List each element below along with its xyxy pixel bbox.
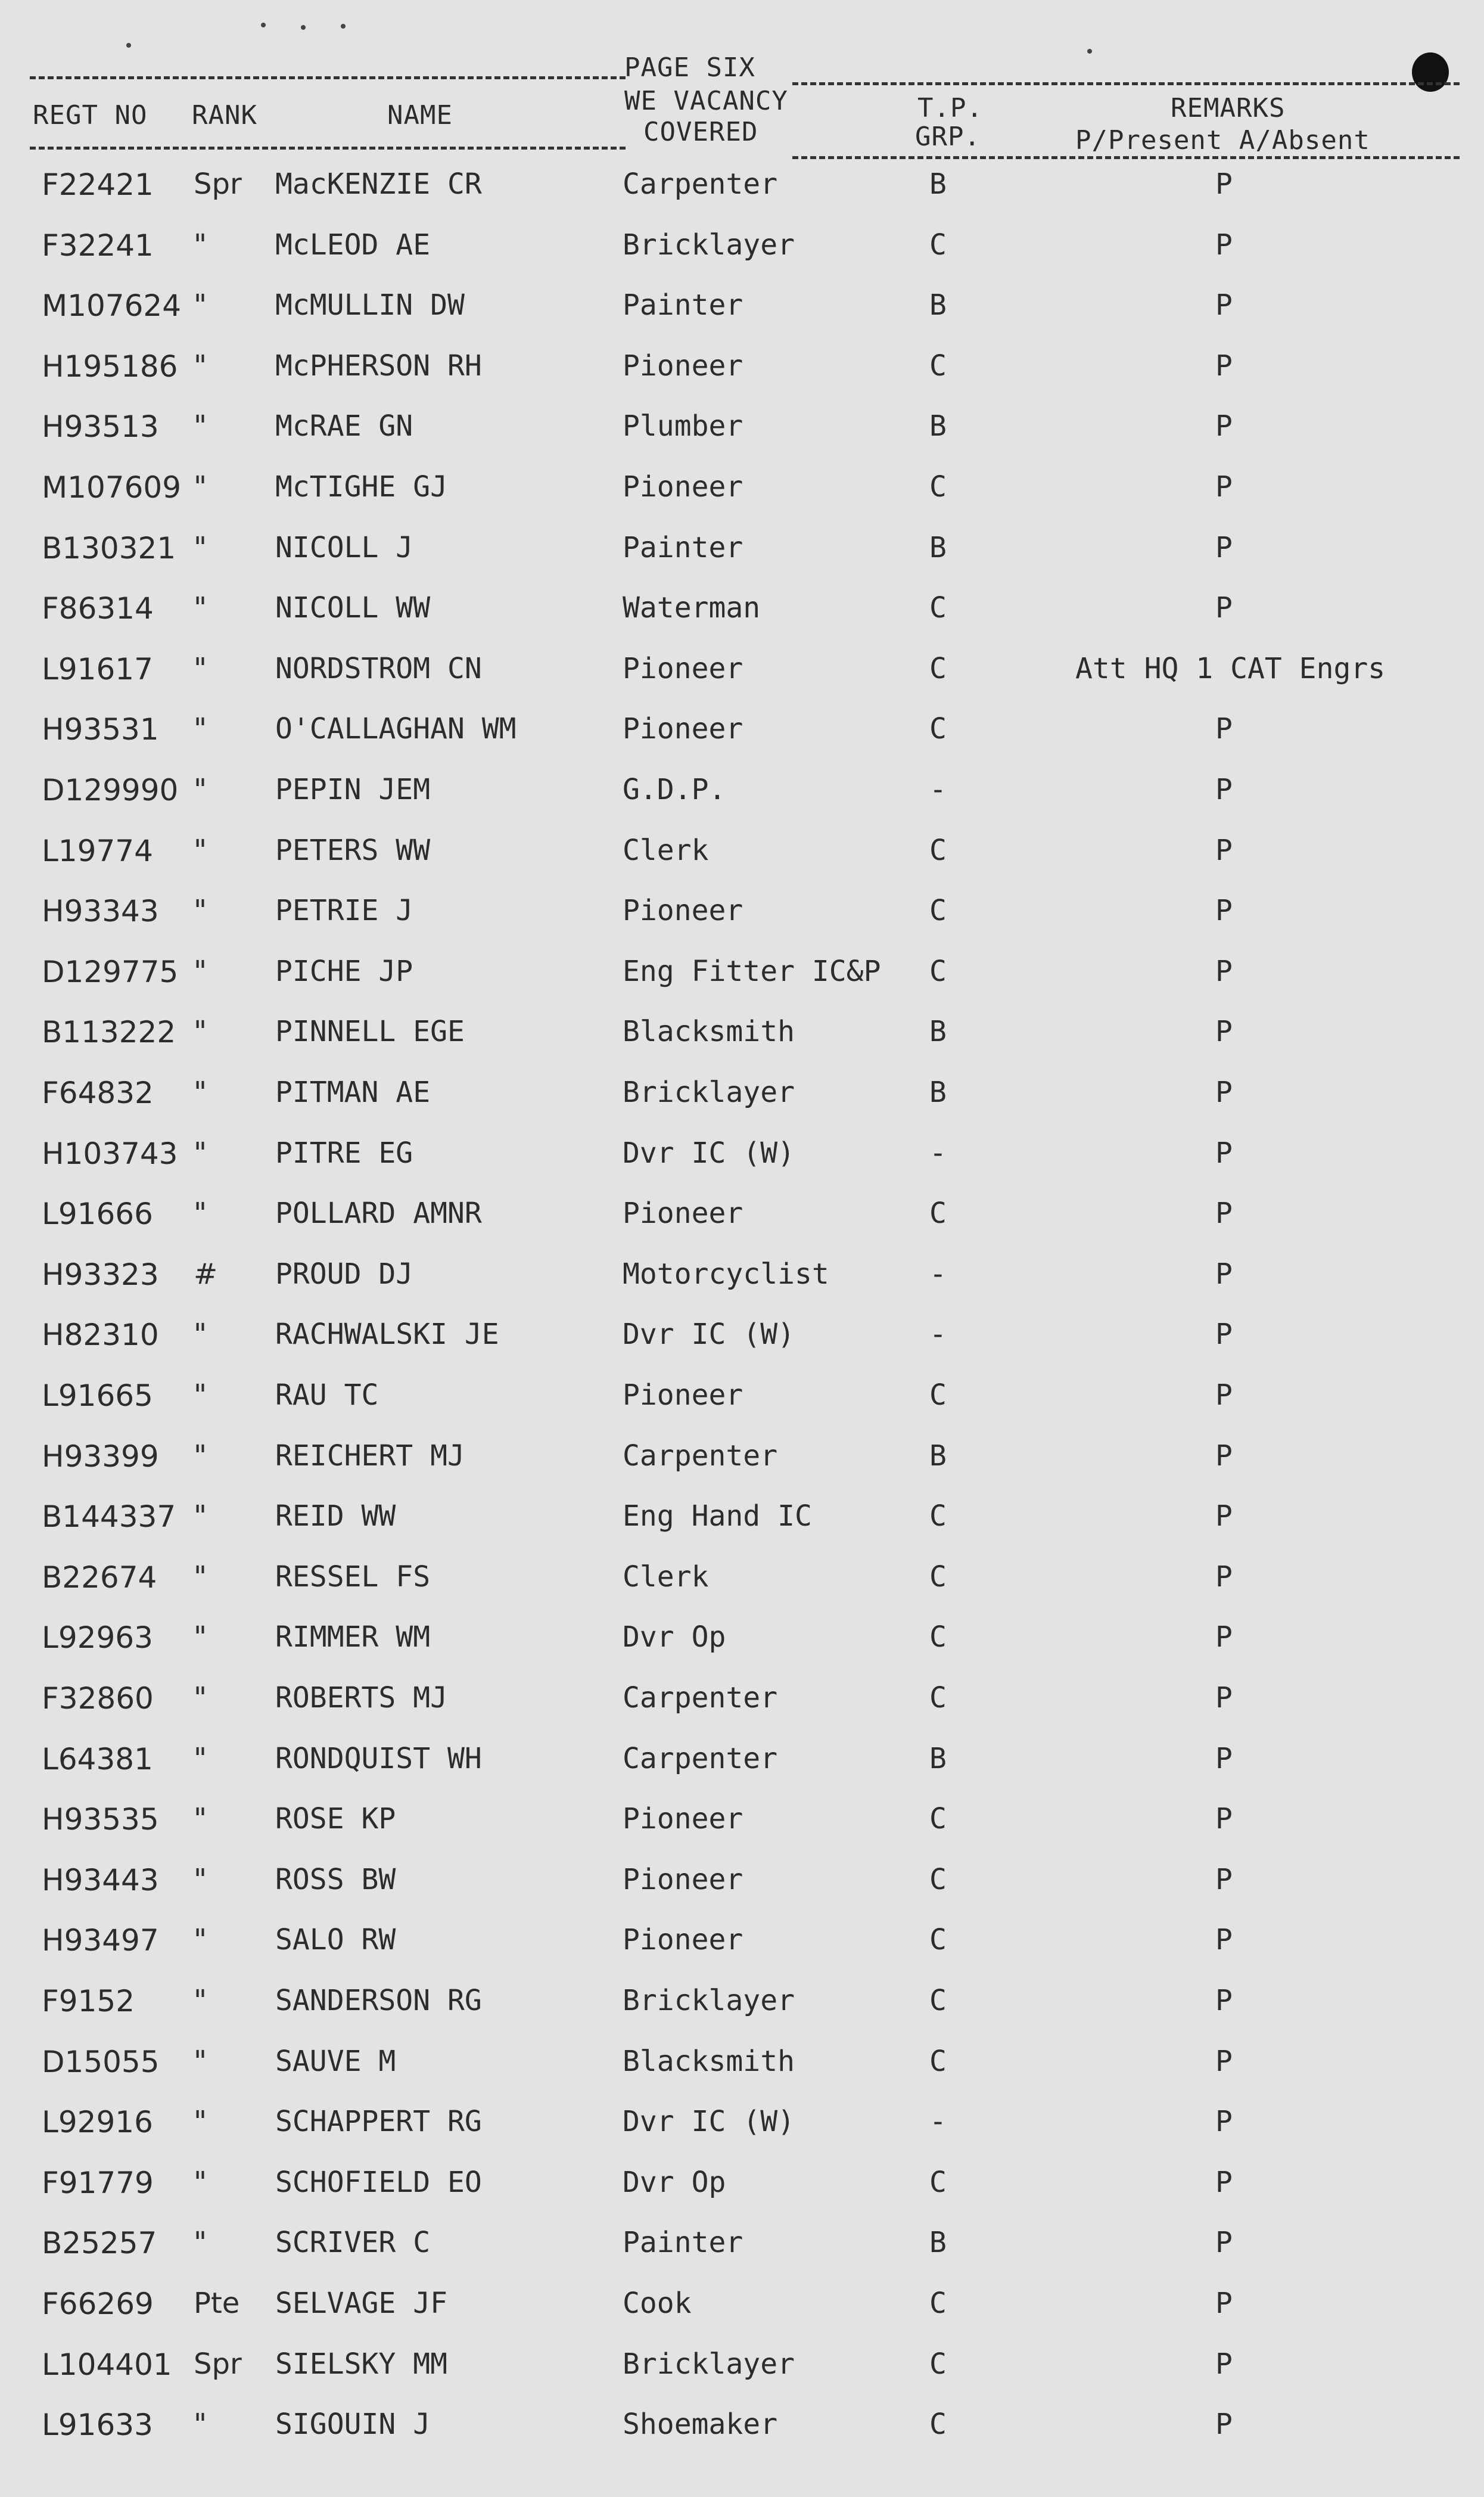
rank-cell: Spr: [194, 167, 242, 201]
speck: [261, 23, 266, 27]
tp-group-cell: B: [929, 409, 947, 443]
table-row: [0, 833, 1484, 896]
speck: [341, 24, 346, 29]
rank-cell: ": [194, 1499, 207, 1533]
remarks-cell: P: [1215, 1318, 1233, 1352]
tp-group-cell: C: [929, 349, 947, 383]
tp-group-cell: C: [929, 712, 947, 746]
vacancy-cell: Pioneer: [623, 1923, 743, 1957]
vacancy-cell: Carpenter: [623, 167, 778, 201]
tp-group-cell: C: [929, 1862, 947, 1896]
tp-group-cell: C: [929, 2044, 947, 2078]
table-row: [0, 1378, 1484, 1440]
vacancy-cell: Pioneer: [623, 651, 743, 685]
tp-group-cell: C: [929, 651, 947, 685]
col-header-remarks-key: P/Present A/Absent: [1075, 125, 1370, 156]
name-cell: PETRIE J: [275, 894, 413, 928]
table-row: [0, 651, 1484, 714]
table-row: [0, 1681, 1484, 1743]
table-row: [0, 591, 1484, 653]
rank-cell: Pte: [194, 2287, 240, 2320]
regt-number-cell: H93443: [42, 1862, 159, 1897]
tp-group-cell: C: [929, 954, 947, 988]
remarks-cell: P: [1215, 833, 1233, 867]
vacancy-cell: Carpenter: [623, 1681, 778, 1715]
remarks-cell: P: [1215, 288, 1233, 322]
name-cell: RONDQUIST WH: [275, 1741, 482, 1775]
table-row: [0, 2289, 1484, 2349]
tp-group-cell: C: [929, 1560, 947, 1594]
vacancy-cell: Motorcyclist: [623, 1257, 829, 1291]
table-row: [0, 1257, 1484, 1319]
vacancy-cell: Clerk: [623, 1560, 709, 1594]
name-cell: McLEOD AE: [275, 228, 431, 262]
col-header-vacancy-1: WE VACANCY: [624, 86, 788, 116]
remarks-cell: P: [1215, 1741, 1233, 1775]
rank-cell: ": [194, 2408, 207, 2442]
rank-cell: ": [194, 2044, 207, 2078]
name-cell: MacKENZIE CR: [275, 167, 482, 201]
vacancy-cell: Cook: [623, 2287, 692, 2320]
tp-group-cell: C: [929, 833, 947, 867]
tp-group-cell: C: [929, 591, 947, 625]
name-cell: RIMMER WM: [275, 1620, 431, 1654]
rank-cell: ": [194, 591, 207, 625]
rank-cell: ": [194, 1015, 207, 1049]
vacancy-cell: Bricklayer: [623, 1076, 795, 1109]
tp-group-cell: C: [929, 1378, 947, 1412]
remarks-cell: P: [1215, 591, 1233, 625]
name-cell: NICOLL J: [275, 530, 413, 564]
regt-number-cell: L92916: [42, 2105, 153, 2140]
header-rule-top-right: [792, 82, 1460, 85]
speck: [1087, 49, 1092, 54]
vacancy-cell: Painter: [623, 2226, 743, 2260]
table-row: [0, 349, 1484, 411]
rank-cell: ": [194, 1197, 207, 1231]
regt-number-cell: M107624: [42, 288, 182, 324]
name-cell: NICOLL WW: [275, 591, 431, 625]
table-row: [0, 1620, 1484, 1682]
name-cell: ROBERTS MJ: [275, 1681, 447, 1715]
vacancy-cell: Eng Hand IC: [623, 1499, 812, 1533]
name-cell: RESSEL FS: [275, 1560, 431, 1594]
col-header-rank: RANK: [192, 100, 257, 131]
remarks-cell: P: [1215, 2347, 1233, 2381]
rank-cell: ": [194, 1741, 207, 1775]
rank-cell: ": [194, 894, 207, 928]
page-title: PAGE SIX: [624, 52, 755, 83]
name-cell: SALO RW: [275, 1923, 396, 1957]
regt-number-cell: B144337: [42, 1499, 176, 1535]
rank-cell: ": [194, 1439, 207, 1473]
tp-group-cell: C: [929, 1681, 947, 1715]
vacancy-cell: Dvr Op: [623, 1620, 726, 1654]
vacancy-cell: Waterman: [623, 591, 761, 625]
remarks-cell: P: [1215, 1560, 1233, 1594]
name-cell: McTIGHE GJ: [275, 470, 447, 504]
regt-number-cell: L64381: [42, 1741, 153, 1777]
vacancy-cell: Painter: [623, 530, 743, 564]
remarks-cell: P: [1215, 2226, 1233, 2260]
remarks-cell: P: [1215, 2165, 1233, 2199]
col-header-grp-2: GRP.: [915, 122, 981, 152]
regt-number-cell: H93323: [42, 1257, 159, 1292]
col-header-name: NAME: [387, 100, 453, 131]
regt-number-cell: F86314: [42, 591, 154, 626]
remarks-cell: P: [1215, 470, 1233, 504]
rank-cell: ": [194, 2165, 207, 2199]
name-cell: REID WW: [275, 1499, 396, 1533]
regt-number-cell: L104401: [42, 2347, 172, 2382]
regt-number-cell: B22674: [42, 1560, 157, 1595]
table-row: [0, 954, 1484, 1017]
table-row: [0, 1741, 1484, 1804]
regt-number-cell: L91666: [42, 1197, 153, 1232]
remarks-cell: P: [1215, 1076, 1233, 1109]
regt-number-cell: L92963: [42, 1620, 153, 1656]
table-row: [0, 2165, 1484, 2228]
name-cell: PITRE EG: [275, 1136, 413, 1170]
rank-cell: ": [194, 1620, 207, 1654]
vacancy-cell: Pioneer: [623, 470, 743, 504]
rank-cell: ": [194, 1681, 207, 1715]
remarks-cell: P: [1215, 1197, 1233, 1231]
vacancy-cell: Clerk: [623, 833, 709, 867]
remarks-cell: P: [1215, 1136, 1233, 1170]
remarks-cell: P: [1215, 2287, 1233, 2320]
remarks-cell: P: [1215, 1862, 1233, 1896]
tp-group-cell: B: [929, 1015, 947, 1049]
regt-number-cell: F22421: [42, 167, 154, 202]
rank-cell: ": [194, 2105, 207, 2139]
regt-number-cell: H195186: [42, 349, 178, 384]
name-cell: PROUD DJ: [275, 1257, 413, 1291]
rank-cell: ": [194, 470, 207, 504]
regt-number-cell: B130321: [42, 530, 176, 566]
vacancy-cell: Dvr IC (W): [623, 2105, 795, 2139]
name-cell: PEPIN JEM: [275, 773, 431, 806]
vacancy-cell: Pioneer: [623, 349, 743, 383]
table-row: [0, 2107, 1484, 2167]
tp-group-cell: C: [929, 1802, 947, 1836]
table-row: [0, 1560, 1484, 1622]
header-rule-top-left: [30, 76, 626, 79]
rank-cell: ": [194, 530, 207, 564]
tp-group-cell: B: [929, 1439, 947, 1473]
vacancy-cell: Blacksmith: [623, 2044, 795, 2078]
remarks-cell: P: [1215, 1378, 1233, 1412]
regt-number-cell: H93513: [42, 409, 159, 445]
tp-group-cell: C: [929, 228, 947, 262]
rank-cell: ": [194, 1076, 207, 1109]
table-row: [0, 1078, 1484, 1138]
remarks-cell: P: [1215, 2105, 1233, 2139]
vacancy-cell: Blacksmith: [623, 1015, 795, 1049]
name-cell: REICHERT MJ: [275, 1439, 465, 1473]
table-row: [0, 775, 1484, 835]
vacancy-cell: Plumber: [623, 409, 743, 443]
vacancy-cell: Pioneer: [623, 1197, 743, 1231]
tp-group-cell: C: [929, 2408, 947, 2442]
table-row: [0, 1320, 1484, 1380]
table-row: [0, 2228, 1484, 2288]
remarks-cell: P: [1215, 2044, 1233, 2078]
vacancy-cell: Bricklayer: [623, 1984, 795, 2017]
regt-number-cell: D129990: [42, 773, 179, 808]
name-cell: POLLARD AMNR: [275, 1197, 482, 1231]
remarks-cell: P: [1215, 167, 1233, 201]
tp-group-cell: B: [929, 2226, 947, 2260]
name-cell: PETERS WW: [275, 833, 431, 867]
table-row: [0, 2347, 1484, 2409]
col-header-vacancy-2: COVERED: [643, 117, 758, 147]
regt-number-cell: F64832: [42, 1076, 154, 1110]
name-cell: RAU TC: [275, 1378, 379, 1412]
rank-cell: ": [194, 2226, 207, 2260]
regt-number-cell: H93399: [42, 1439, 159, 1474]
regt-number-cell: B25257: [42, 2226, 157, 2261]
vacancy-cell: Dvr Op: [623, 2165, 726, 2199]
vacancy-cell: Carpenter: [623, 1741, 778, 1775]
rank-cell: ": [194, 651, 207, 685]
tp-group-cell: -: [929, 2105, 947, 2139]
rank-cell: Spr: [194, 2347, 242, 2381]
vacancy-cell: Pioneer: [623, 712, 743, 746]
remarks-cell: P: [1215, 954, 1233, 988]
remarks-cell: P: [1215, 894, 1233, 928]
tp-group-cell: B: [929, 1076, 947, 1109]
punch-hole: [1412, 52, 1449, 92]
rank-cell: ": [194, 228, 207, 262]
table-row: [0, 409, 1484, 471]
regt-number-cell: H82310: [42, 1318, 159, 1353]
remarks-cell: P: [1215, 1923, 1233, 1957]
regt-number-cell: B113222: [42, 1015, 176, 1050]
name-cell: ROSS BW: [275, 1862, 396, 1896]
table-row: [0, 1925, 1484, 1985]
vacancy-cell: G.D.P.: [623, 773, 726, 806]
remarks-cell: P: [1215, 1802, 1233, 1836]
table-row: [0, 1499, 1484, 1561]
speck: [301, 25, 306, 30]
tp-group-cell: C: [929, 470, 947, 504]
rank-cell: ": [194, 833, 207, 867]
name-cell: RACHWALSKI JE: [275, 1318, 499, 1352]
name-cell: SELVAGE JF: [275, 2287, 447, 2320]
rank-cell: ": [194, 954, 207, 988]
table-row: [0, 288, 1484, 350]
tp-group-cell: C: [929, 2287, 947, 2320]
remarks-cell: P: [1215, 1499, 1233, 1533]
remarks-cell: P: [1215, 349, 1233, 383]
regt-number-cell: M107609: [42, 470, 182, 505]
regt-number-cell: F66269: [42, 2287, 154, 2321]
vacancy-cell: Pioneer: [623, 1862, 743, 1896]
name-cell: SAUVE M: [275, 2044, 396, 2078]
remarks-cell: P: [1215, 409, 1233, 443]
regt-number-cell: F32860: [42, 1681, 154, 1716]
tp-group-cell: B: [929, 288, 947, 322]
remarks-cell: P: [1215, 1681, 1233, 1715]
tp-group-cell: C: [929, 1197, 947, 1231]
tp-group-cell: C: [929, 894, 947, 928]
rank-cell: ": [194, 1984, 207, 2017]
col-header-remarks: REMARKS: [1171, 93, 1286, 123]
regt-number-cell: L91665: [42, 1378, 153, 1413]
remarks-cell: P: [1215, 1620, 1233, 1654]
remarks-cell: P: [1215, 1439, 1233, 1473]
regt-number-cell: H93531: [42, 712, 159, 747]
vacancy-cell: Pioneer: [623, 1378, 743, 1412]
rank-cell: ": [194, 1862, 207, 1896]
rank-cell: ": [194, 288, 207, 322]
remarks-cell: P: [1215, 1984, 1233, 2017]
table-row: [0, 2410, 1484, 2470]
name-cell: O'CALLAGHAN WM: [275, 712, 517, 746]
name-cell: SIGOUIN J: [275, 2408, 431, 2442]
regt-number-cell: H93535: [42, 1802, 159, 1837]
vacancy-cell: Shoemaker: [623, 2408, 778, 2442]
regt-number-cell: F32241: [42, 228, 154, 263]
rank-cell: ": [194, 1318, 207, 1352]
rank-cell: ": [194, 1923, 207, 1957]
name-cell: SCHAPPERT RG: [275, 2105, 482, 2139]
tp-group-cell: -: [929, 773, 947, 806]
table-row: [0, 1862, 1484, 1925]
remarks-cell: Att HQ 1 CAT Engrs: [1075, 651, 1386, 685]
rank-cell: ": [194, 1802, 207, 1836]
tp-group-cell: -: [929, 1136, 947, 1170]
regt-number-cell: H103743: [42, 1136, 178, 1171]
name-cell: PICHE JP: [275, 954, 413, 988]
rank-cell: ": [194, 1560, 207, 1594]
remarks-cell: P: [1215, 2408, 1233, 2442]
name-cell: McMULLIN DW: [275, 288, 465, 322]
name-cell: SCRIVER C: [275, 2226, 431, 2260]
vacancy-cell: Dvr IC (W): [623, 1136, 795, 1170]
vacancy-cell: Bricklayer: [623, 228, 795, 262]
table-row: [0, 470, 1484, 532]
tp-group-cell: C: [929, 2347, 947, 2381]
vacancy-cell: Pioneer: [623, 894, 743, 928]
rank-cell: ": [194, 773, 207, 806]
regt-number-cell: H93497: [42, 1923, 159, 1958]
speck: [126, 43, 131, 48]
name-cell: ROSE KP: [275, 1802, 396, 1836]
rank-cell: #: [194, 1257, 218, 1291]
vacancy-cell: Painter: [623, 288, 743, 322]
regt-number-cell: H93343: [42, 894, 159, 929]
table-row: [0, 1986, 1484, 2046]
name-cell: SCHOFIELD EO: [275, 2165, 482, 2199]
col-header-regt: REGT NO: [33, 100, 148, 131]
table-row: [0, 167, 1484, 229]
name-cell: SIELSKY MM: [275, 2347, 447, 2381]
rank-cell: ": [194, 712, 207, 746]
header-rule-bottom-left: [30, 147, 626, 150]
table-row: [0, 2044, 1484, 2107]
table-row: [0, 1199, 1484, 1259]
regt-number-cell: F91779: [42, 2165, 154, 2200]
rank-cell: ": [194, 409, 207, 443]
remarks-cell: P: [1215, 530, 1233, 564]
tp-group-cell: C: [929, 1923, 947, 1957]
name-cell: PITMAN AE: [275, 1076, 431, 1109]
tp-group-cell: B: [929, 167, 947, 201]
rank-cell: ": [194, 1136, 207, 1170]
table-row: [0, 1136, 1484, 1198]
regt-number-cell: L91617: [42, 651, 153, 687]
table-row: [0, 896, 1484, 956]
table-row: [0, 712, 1484, 774]
col-header-grp-1: T.P.: [917, 93, 983, 123]
rank-cell: ": [194, 1378, 207, 1412]
regt-number-cell: F9152: [42, 1984, 135, 2018]
tp-group-cell: C: [929, 1620, 947, 1654]
remarks-cell: P: [1215, 712, 1233, 746]
rank-cell: ": [194, 349, 207, 383]
tp-group-cell: B: [929, 530, 947, 564]
remarks-cell: P: [1215, 228, 1233, 262]
name-cell: McPHERSON RH: [275, 349, 482, 383]
name-cell: NORDSTROM CN: [275, 651, 482, 685]
name-cell: McRAE GN: [275, 409, 413, 443]
regt-number-cell: L91633: [42, 2408, 153, 2443]
regt-number-cell: D15055: [42, 2044, 160, 2079]
regt-number-cell: L19774: [42, 833, 153, 868]
vacancy-cell: Dvr IC (W): [623, 1318, 795, 1352]
tp-group-cell: -: [929, 1318, 947, 1352]
name-cell: PINNELL EGE: [275, 1015, 465, 1049]
vacancy-cell: Bricklayer: [623, 2347, 795, 2381]
table-row: [0, 1802, 1484, 1864]
vacancy-cell: Pioneer: [623, 1802, 743, 1836]
remarks-cell: P: [1215, 773, 1233, 806]
table-row: [0, 530, 1484, 593]
tp-group-cell: -: [929, 1257, 947, 1291]
header-rule-bottom-right: [792, 156, 1460, 159]
regt-number-cell: D129775: [42, 954, 179, 989]
tp-group-cell: B: [929, 1741, 947, 1775]
table-row: [0, 228, 1484, 290]
remarks-cell: P: [1215, 1257, 1233, 1291]
table-row: [0, 1439, 1484, 1501]
tp-group-cell: C: [929, 1499, 947, 1533]
vacancy-cell: Eng Fitter IC&P: [623, 954, 881, 988]
remarks-cell: P: [1215, 1015, 1233, 1049]
tp-group-cell: C: [929, 2165, 947, 2199]
table-row: [0, 1017, 1484, 1077]
vacancy-cell: Carpenter: [623, 1439, 778, 1473]
name-cell: SANDERSON RG: [275, 1984, 482, 2017]
tp-group-cell: C: [929, 1984, 947, 2017]
